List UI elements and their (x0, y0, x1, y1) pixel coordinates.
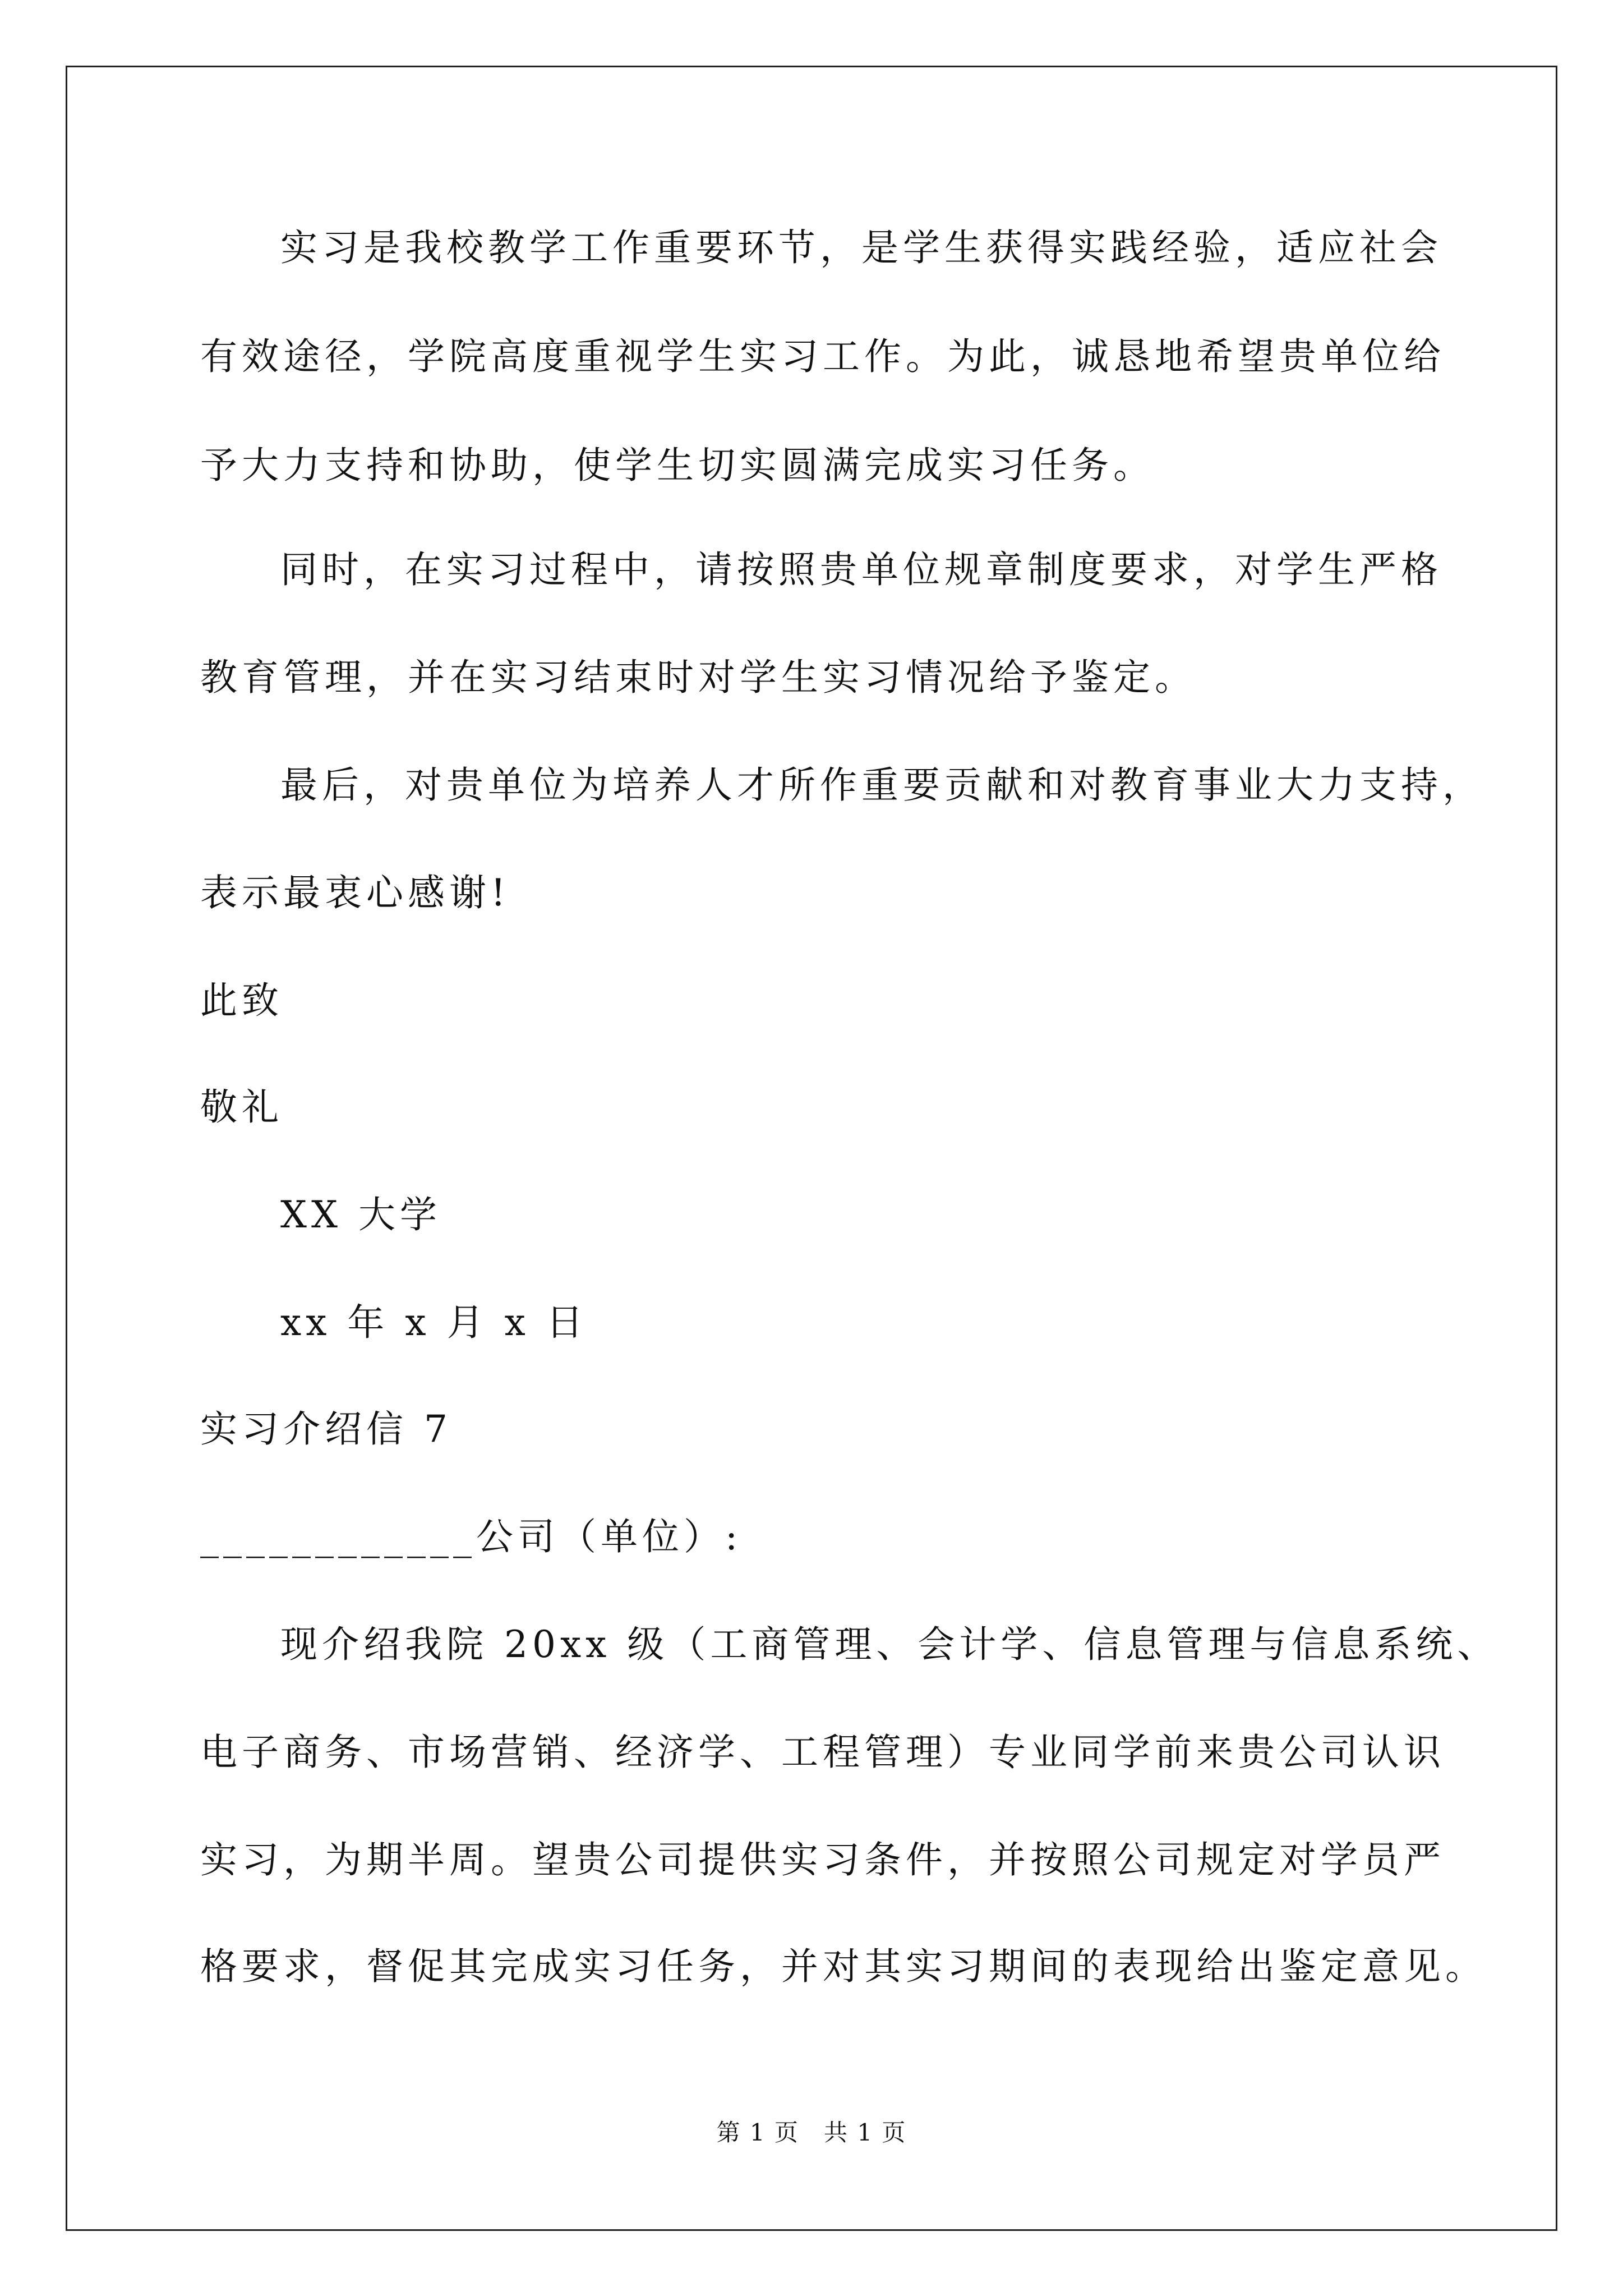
section-title: 实习介绍信 7 (200, 1407, 452, 1451)
signature-organization: XX 大学 (280, 1193, 441, 1236)
intro-line-3: 实习，为期半周。望贵公司提供实习条件，并按照公司规定对学员严 (200, 1838, 1445, 1881)
paragraph-2-line-1: 同时，在实习过程中，请按照贵单位规章制度要求，对学生严格 (280, 548, 1442, 591)
intro-line-1: 现介绍我院 20xx 级（工商管理、会计学、信息管理与信息系统、 (280, 1623, 1499, 1666)
closing-salutation: 此致 (200, 979, 283, 1022)
paragraph-1-line-2: 有效途径，学院高度重视学生实习工作。为此，诚恳地希望贵单位给 (200, 335, 1445, 378)
closing-regards: 敬礼 (200, 1085, 283, 1129)
paragraph-1-line-1: 实习是我校教学工作重要环节，是学生获得实践经验，适应社会 (280, 226, 1442, 269)
paragraph-3-line-2: 表示最衷心感谢! (200, 871, 510, 914)
page-border (66, 66, 1557, 2231)
paragraph-1-line-3: 予大力支持和协助，使学生切实圆满完成实习任务。 (200, 444, 1155, 487)
recipient-line: ____________公司（单位）: (200, 1515, 743, 1558)
paragraph-3-line-1: 最后，对贵单位为培养人才所作重要贡献和对教育事业大力支持， (280, 763, 1484, 807)
intro-line-4: 格要求，督促其完成实习任务，并对其实习期间的表现给出鉴定意见。 (200, 1945, 1487, 1988)
signature-date: xx 年 x 月 x 日 (280, 1301, 588, 1344)
page-number-footer: 第 1 页 共 1 页 (716, 2119, 907, 2146)
intro-line-2: 电子商务、市场营销、经济学、工程管理）专业同学前来贵公司认识 (200, 1731, 1445, 1774)
paragraph-2-line-2: 教育管理，并在实习结束时对学生实习情况给予鉴定。 (200, 656, 1196, 699)
